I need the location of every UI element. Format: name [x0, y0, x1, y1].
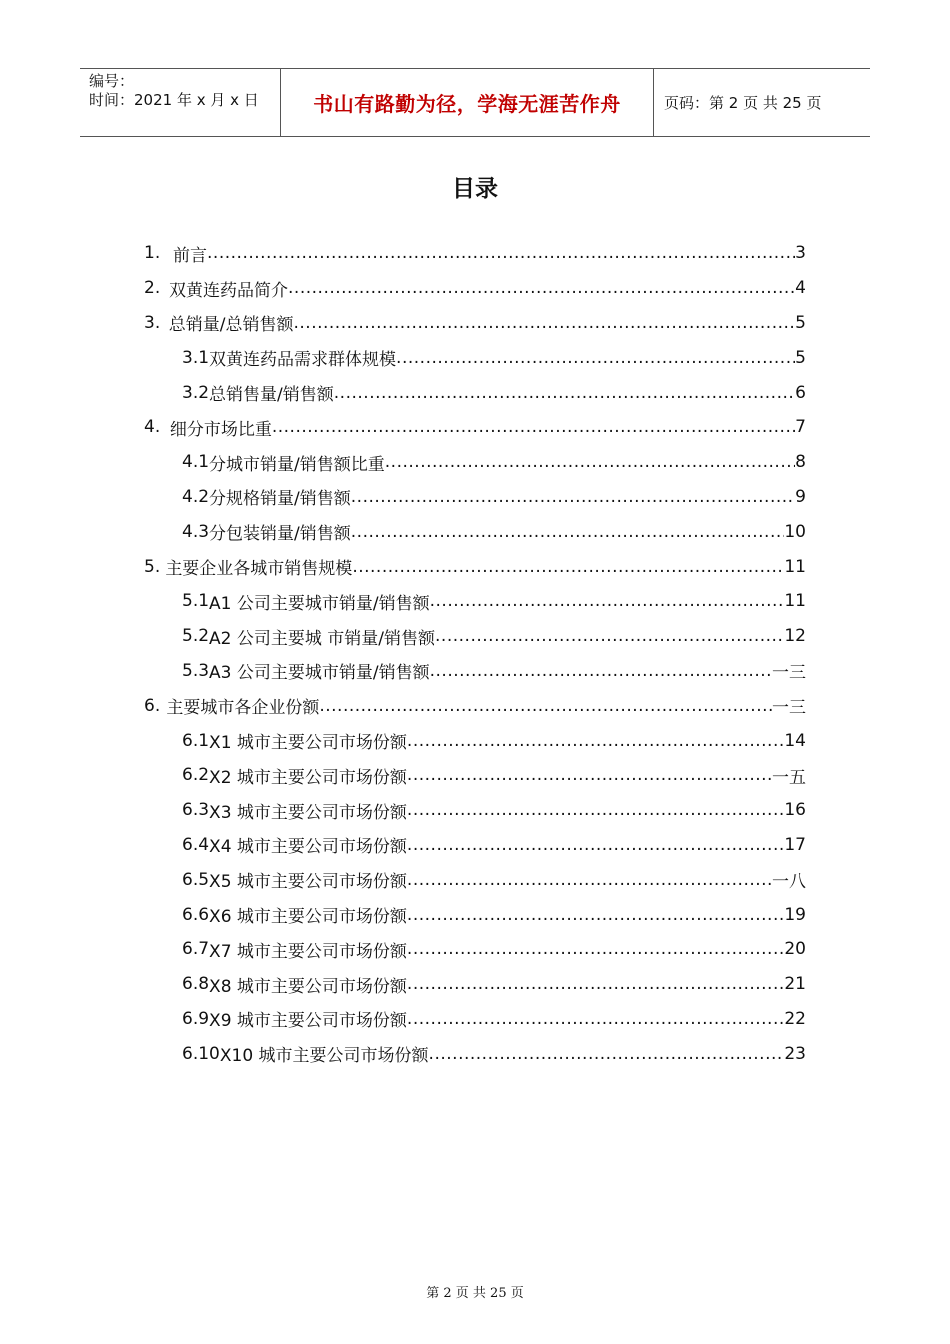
toc-entry[interactable] [144, 932, 806, 967]
toc-entry-number: 5.2 [182, 626, 210, 647]
toc-entry[interactable] [144, 271, 806, 306]
toc-entry[interactable] [144, 1002, 806, 1037]
document-number-label: 编号： [89, 72, 135, 90]
toc-entry-number: 3.1 [182, 347, 210, 368]
toc-entry-title[interactable]: X4 城市主要公司市场份额 [209, 837, 407, 858]
toc-entry-page[interactable]: 19 [784, 904, 806, 925]
toc-entry-title[interactable]: 主要城市各企业份额 [166, 698, 320, 719]
toc-entry[interactable] [144, 828, 806, 863]
toc-entry-page[interactable]: 6 [795, 382, 806, 403]
toc-entry[interactable] [144, 793, 806, 828]
toc-entry[interactable] [144, 688, 806, 723]
toc-entry[interactable] [144, 306, 806, 341]
toc-entry-number: 6.2 [182, 765, 210, 786]
toc-entry-page[interactable]: 7 [795, 417, 806, 438]
table-of-contents [144, 236, 806, 1071]
toc-leader-dots [429, 1044, 785, 1064]
toc-entry-title[interactable]: A3 公司主要城市销量/销售额 [209, 663, 430, 684]
toc-entry-number: 6.5 [182, 869, 210, 890]
toc-entry-title[interactable]: 分包装销量/销售额 [209, 524, 351, 545]
toc-leader-dots [407, 1009, 784, 1029]
toc-entry-page[interactable]: 11 [784, 556, 806, 577]
toc-leader-dots [430, 591, 785, 611]
toc-leader-dots [407, 870, 772, 890]
toc-leader-dots [351, 487, 795, 507]
toc-leader-dots [319, 696, 772, 716]
toc-leader-dots [293, 313, 795, 333]
toc-entry-page[interactable]: 21 [784, 974, 806, 995]
toc-entry-title[interactable]: A2 公司主要城 市销量/销售额 [209, 628, 436, 649]
toc-leader-dots [207, 243, 795, 263]
toc-leader-dots [396, 348, 795, 368]
toc-entry-number: 6.6 [182, 904, 210, 925]
toc-entry-page[interactable]: 14 [784, 730, 806, 751]
toc-leader-dots [385, 452, 795, 472]
toc-entry-title[interactable]: 主要企业各城市销售规模 [165, 559, 353, 580]
toc-entry-page[interactable]: 一三 [772, 698, 806, 719]
page-title: 目录 [452, 176, 498, 202]
toc-entry-page[interactable]: 8 [795, 452, 806, 473]
toc-leader-dots [272, 417, 795, 437]
toc-entry-number: 2. [144, 278, 161, 299]
toc-entry-number: 5. [144, 556, 161, 577]
toc-entry-number: 5.3 [182, 660, 210, 681]
toc-entry-title[interactable]: 总销量/总销售额 [168, 315, 294, 336]
toc-entry-title[interactable]: X1 城市主要公司市场份额 [209, 733, 407, 754]
toc-entry-number: 6.10 [182, 1043, 220, 1064]
toc-entry-page[interactable]: 一三 [772, 663, 806, 684]
toc-leader-dots [407, 800, 784, 820]
toc-entry-number: 6.1 [182, 730, 210, 751]
page-footer: 第 2 页 共 25 页 [426, 1286, 524, 1301]
toc-entry[interactable] [144, 758, 806, 793]
toc-entry[interactable] [144, 584, 806, 619]
toc-entry-title[interactable]: 总销售量/销售额 [209, 385, 334, 406]
toc-entry-page[interactable]: 12 [784, 626, 806, 647]
toc-entry-number: 4. [144, 417, 161, 438]
toc-leader-dots [407, 939, 784, 959]
toc-entry[interactable] [144, 340, 806, 375]
toc-entry-page[interactable]: 16 [784, 800, 806, 821]
toc-entry-page[interactable]: 5 [795, 312, 806, 333]
toc-entry-title[interactable]: X10 城市主要公司市场份额 [219, 1046, 429, 1067]
toc-entry-number: 6.8 [182, 974, 210, 995]
toc-entry-page[interactable]: 5 [795, 347, 806, 368]
toc-entry-page[interactable]: 10 [784, 521, 806, 542]
toc-entry-title[interactable]: X5 城市主要公司市场份额 [209, 872, 407, 893]
toc-entry-title[interactable]: X3 城市主要公司市场份额 [209, 802, 407, 823]
toc-entry-page[interactable]: 4 [795, 278, 806, 299]
toc-entry-number: 4.3 [182, 521, 210, 542]
document-date: 时间：2021 年 x 月 x 日 [89, 91, 259, 109]
page-header [80, 68, 870, 137]
toc-entry[interactable] [144, 236, 806, 271]
toc-entry-title[interactable]: X2 城市主要公司市场份额 [209, 767, 407, 788]
toc-leader-dots [288, 278, 795, 298]
toc-entry-title[interactable]: 双黄连药品需求群体规模 [209, 350, 397, 371]
toc-entry-number: 1. [144, 243, 161, 264]
toc-entry-page[interactable]: 9 [795, 486, 806, 507]
toc-entry-title[interactable]: X8 城市主要公司市场份额 [209, 976, 407, 997]
toc-leader-dots [352, 557, 784, 577]
toc-entry-title[interactable]: 分规格销量/销售额 [209, 489, 351, 510]
toc-entry-page[interactable]: 3 [795, 243, 806, 264]
toc-leader-dots [407, 974, 784, 994]
toc-entry[interactable] [144, 375, 806, 410]
toc-entry-number: 5.1 [182, 591, 210, 612]
toc-entry-page[interactable]: 22 [784, 1008, 806, 1029]
toc-entry[interactable] [144, 654, 806, 689]
toc-entry-title[interactable]: 分城市销量/销售额比重 [209, 454, 385, 475]
toc-entry[interactable] [144, 410, 806, 445]
header-page-info: 页码：第 2 页 共 25 页 [664, 94, 822, 112]
toc-entry[interactable] [144, 619, 806, 654]
toc-leader-dots [435, 626, 784, 646]
toc-entry-page[interactable]: 11 [784, 591, 806, 612]
toc-entry-page[interactable]: 17 [784, 834, 806, 855]
toc-entry[interactable] [144, 862, 806, 897]
header-meta [80, 69, 281, 136]
toc-entry-number: 6.7 [182, 939, 210, 960]
toc-entry-number: 6.4 [182, 834, 210, 855]
toc-leader-dots [351, 522, 785, 542]
toc-entry-page[interactable]: 一五 [772, 767, 806, 788]
toc-entry[interactable] [144, 897, 806, 932]
toc-leader-dots [430, 661, 772, 681]
toc-entry[interactable] [144, 1036, 806, 1071]
toc-entry-number: 4.2 [182, 486, 210, 507]
toc-entry-title[interactable]: 细分市场比重 [169, 419, 272, 440]
toc-entry[interactable] [144, 967, 806, 1002]
toc-entry-page[interactable]: 20 [784, 939, 806, 960]
toc-entry-page[interactable]: 一八 [772, 872, 806, 893]
toc-entry[interactable] [144, 445, 806, 480]
toc-leader-dots [407, 835, 784, 855]
toc-entry-number: 4.1 [182, 452, 210, 473]
toc-entry-title[interactable]: A1 公司主要城市销量/销售额 [209, 593, 430, 614]
toc-entry-number: 6.3 [182, 800, 210, 821]
toc-leader-dots [407, 905, 784, 925]
toc-entry-title[interactable]: 双黄连药品简介 [169, 280, 289, 301]
toc-entry[interactable] [144, 723, 806, 758]
header-motto: 书山有路勤为径，学海无涯苦作舟 [281, 69, 654, 136]
toc-entry[interactable] [144, 514, 806, 549]
toc-entry-title[interactable]: 前言 [173, 245, 208, 266]
toc-entry-number: 6. [144, 695, 161, 716]
toc-entry-title[interactable]: X6 城市主要公司市场份额 [209, 907, 407, 928]
toc-entry-page[interactable]: 23 [784, 1043, 806, 1064]
toc-entry-title[interactable]: X7 城市主要公司市场份额 [209, 941, 407, 962]
toc-entry[interactable] [144, 549, 806, 584]
toc-entry-number: 6.9 [182, 1008, 210, 1029]
toc-entry-number: 3.2 [182, 382, 210, 403]
toc-leader-dots [407, 765, 772, 785]
toc-entry[interactable] [144, 480, 806, 515]
toc-leader-dots [407, 731, 784, 751]
toc-entry-number: 3. [144, 312, 161, 333]
toc-entry-title[interactable]: X9 城市主要公司市场份额 [209, 1011, 407, 1032]
toc-leader-dots [334, 383, 795, 403]
